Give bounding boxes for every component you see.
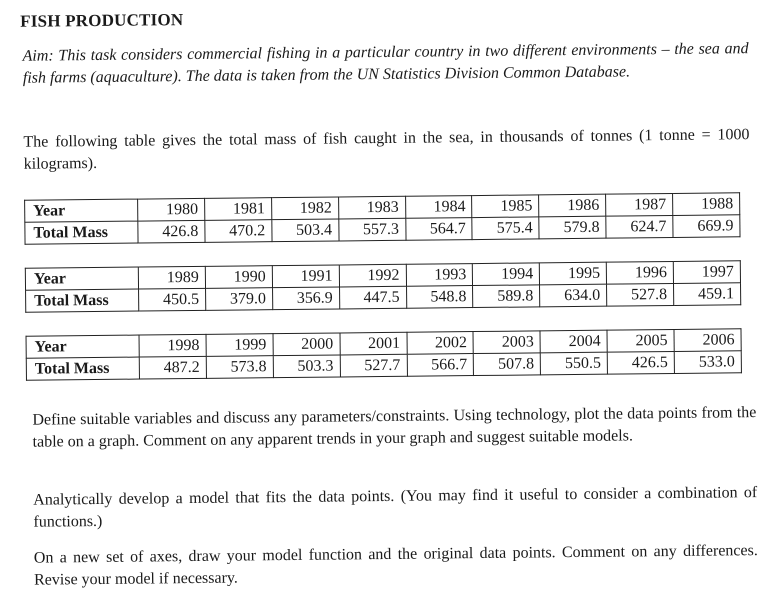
fish-mass-table-1 xyxy=(24,192,740,244)
mass-cell: 533.0 xyxy=(674,351,741,374)
year-cell: 1993 xyxy=(406,264,473,287)
mass-cell: 573.8 xyxy=(206,356,273,379)
mass-cell: 566.7 xyxy=(407,354,474,377)
task-paragraph-3: On a new set of axes, draw your model function and the original data points. Comment on any differences. Revise your model if necessary. xyxy=(33,542,758,589)
year-cell: 1996 xyxy=(606,261,673,284)
mass-cell: 470.2 xyxy=(205,220,272,243)
year-cell: 1995 xyxy=(540,262,607,285)
year-cell: 1998 xyxy=(139,334,206,357)
task-paragraph-2: Analytically develop a model that fits the data points. (You may find it useful to consider a combination of functions.) xyxy=(33,484,758,531)
year-cell: 1982 xyxy=(271,197,338,220)
total-mass-label: Total Mass xyxy=(26,357,139,380)
mass-cell: 450.5 xyxy=(139,288,206,311)
mass-cell: 503.4 xyxy=(272,219,339,242)
fish-mass-table-2 xyxy=(25,260,741,312)
year-cell: 1981 xyxy=(204,198,271,221)
year-cell: 2005 xyxy=(607,329,674,352)
year-label: Year xyxy=(26,335,139,358)
mass-cell: 507.8 xyxy=(474,353,541,376)
aim-paragraph: Aim: This task considers commercial fishing in a particular country in two different environments – the sea and fish farms (aquaculture). The data is taken from the UN Statistics Division Common Database. xyxy=(22,40,749,87)
mass-cell: 356.9 xyxy=(272,287,339,310)
year-cell: 2000 xyxy=(273,333,340,356)
mass-cell: 579.8 xyxy=(539,216,606,239)
mass-cell: 459.1 xyxy=(674,283,741,306)
mass-cell: 426.5 xyxy=(607,351,674,374)
mass-cell: 426.8 xyxy=(138,220,205,243)
year-cell: 1980 xyxy=(138,198,205,221)
mass-cell: 527.8 xyxy=(607,283,674,306)
mass-cell: 447.5 xyxy=(339,286,406,309)
year-cell: 1994 xyxy=(473,263,540,286)
mass-cell: 557.3 xyxy=(338,218,405,241)
mass-cell: 564.7 xyxy=(405,218,472,241)
year-cell: 1989 xyxy=(138,266,205,289)
year-cell: 1988 xyxy=(673,193,740,216)
year-cell: 2001 xyxy=(340,332,407,355)
year-cell: 1987 xyxy=(606,193,673,216)
total-mass-label: Total Mass xyxy=(26,289,139,312)
year-cell: 2004 xyxy=(540,330,607,353)
task-paragraph-1: Define suitable variables and discuss any parameters/constraints. Using technology, plot the data points from the table on a graph. Comment on any apparent trends in your graph and suggest suitable models. xyxy=(32,404,757,451)
mass-cell: 575.4 xyxy=(472,217,539,240)
mass-cell: 548.8 xyxy=(406,286,473,309)
total-mass-label: Total Mass xyxy=(25,221,138,244)
year-cell: 1999 xyxy=(206,334,273,357)
year-cell: 1997 xyxy=(673,261,740,284)
year-cell: 1984 xyxy=(405,196,472,219)
mass-cell: 624.7 xyxy=(606,215,673,238)
year-label: Year xyxy=(25,199,138,222)
mass-cell: 669.9 xyxy=(673,215,740,238)
year-cell: 1983 xyxy=(338,196,405,219)
year-cell: 1986 xyxy=(539,194,606,217)
mass-cell: 589.8 xyxy=(473,285,540,308)
mass-cell: 527.7 xyxy=(340,354,407,377)
year-cell: 1985 xyxy=(472,195,539,218)
intro-paragraph: The following table gives the total mass of fish caught in the sea, in thousands of tonnes (1 tonne = 1000 kilograms). xyxy=(23,126,750,173)
mass-cell: 634.0 xyxy=(540,284,607,307)
year-cell: 1992 xyxy=(339,264,406,287)
mass-cell: 550.5 xyxy=(540,352,607,375)
page-title: FISH PRODUCTION xyxy=(20,10,184,31)
year-label: Year xyxy=(25,267,138,290)
year-cell: 2003 xyxy=(473,331,540,354)
mass-cell: 503.3 xyxy=(273,355,340,378)
year-cell: 2002 xyxy=(407,332,474,355)
mass-cell: 487.2 xyxy=(139,356,206,379)
fish-mass-table-3 xyxy=(26,328,742,380)
year-cell: 1990 xyxy=(205,266,272,289)
year-cell: 1991 xyxy=(272,265,339,288)
year-cell: 2006 xyxy=(674,329,741,352)
mass-cell: 379.0 xyxy=(205,288,272,311)
